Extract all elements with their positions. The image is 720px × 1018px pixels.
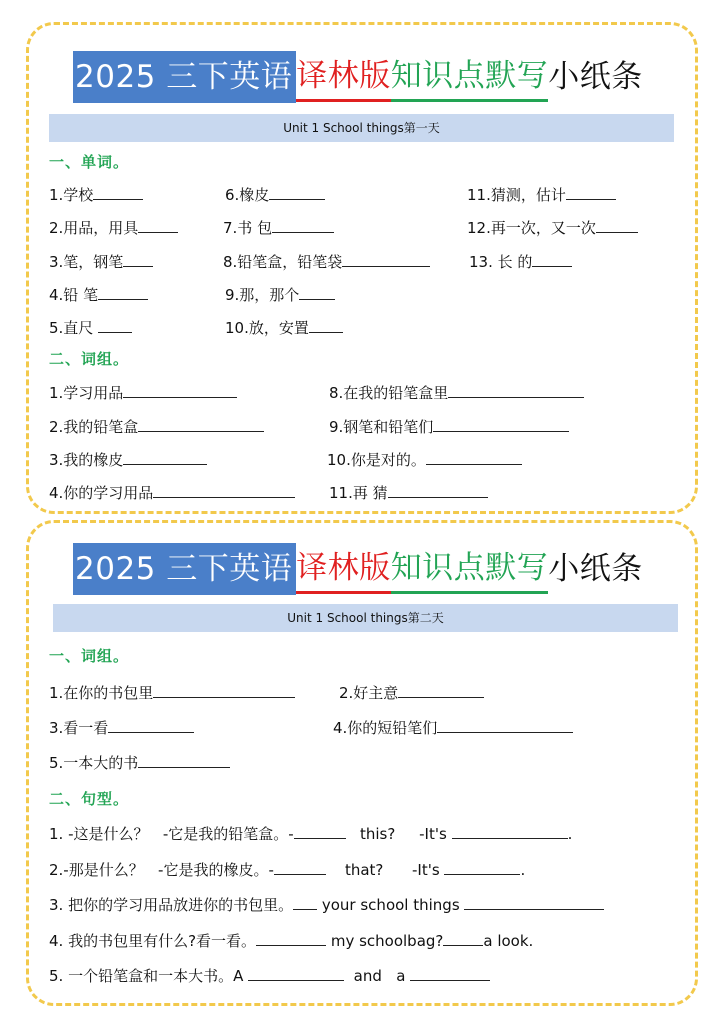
- word-item: 8.铅笔盒，铅笔袋: [223, 250, 430, 272]
- worksheet-card-day1: [26, 22, 698, 514]
- word-item: 5.直尺: [49, 316, 132, 338]
- answer-blank[interactable]: [388, 481, 488, 498]
- phrase-item: 11.再 猜: [329, 481, 488, 503]
- title-edition: 译林版: [296, 53, 391, 102]
- sentence-item: 1. -这是什么？ -它是我的铅笔盒。- this? -It's .: [49, 822, 572, 844]
- word-item: 3.笔，钢笔: [49, 250, 153, 272]
- word-item: 11.猜测，估计: [467, 183, 616, 205]
- phrase-item: 3.我的橡皮: [49, 448, 207, 470]
- unit-banner: Unit 1 School things第二天: [53, 604, 678, 632]
- word-item: 2.用品，用具: [49, 216, 178, 238]
- unit-banner: Unit 1 School things第一天: [49, 114, 674, 142]
- answer-blank[interactable]: [596, 216, 638, 233]
- section-heading-phrases: 一、词组。: [49, 647, 130, 665]
- word-item: 12.再一次，又一次: [467, 216, 638, 238]
- answer-blank[interactable]: [433, 415, 569, 432]
- answer-blank[interactable]: [248, 964, 344, 981]
- answer-blank[interactable]: [123, 381, 237, 398]
- worksheet-card-day2: [26, 520, 698, 1006]
- answer-blank[interactable]: [342, 250, 430, 267]
- phrase-item: 4.你的短铅笔们: [333, 716, 573, 738]
- answer-blank[interactable]: [272, 216, 334, 233]
- sentence-item: 4. 我的书包里有什么?看一看。 my schoolbag? a look.: [49, 929, 533, 951]
- answer-blank[interactable]: [293, 893, 317, 910]
- phrase-item: 8.在我的铅笔盒里: [329, 381, 584, 403]
- word-item: 9.那，那个: [225, 283, 335, 305]
- worksheet-title: [73, 543, 643, 595]
- title-edition: 译林版: [296, 545, 391, 594]
- phrase-item: 2.我的铅笔盒: [49, 415, 264, 437]
- answer-blank[interactable]: [398, 681, 484, 698]
- answer-blank[interactable]: [274, 858, 326, 875]
- answer-blank[interactable]: [153, 481, 295, 498]
- phrase-item: 1.学习用品: [49, 381, 237, 403]
- title-topic: 知识点默写: [391, 545, 549, 594]
- title-topic: 知识点默写: [391, 53, 549, 102]
- answer-blank[interactable]: [448, 381, 584, 398]
- answer-blank[interactable]: [309, 316, 343, 333]
- word-item: 6.橡皮: [225, 183, 325, 205]
- answer-blank[interactable]: [443, 929, 483, 946]
- word-item: 7.书 包: [223, 216, 334, 238]
- answer-blank[interactable]: [256, 929, 326, 946]
- answer-blank[interactable]: [437, 716, 573, 733]
- title-year-subject: 2025 三下英语: [73, 543, 296, 595]
- phrase-item: 10.你是对的。: [327, 448, 522, 470]
- worksheet-title: [73, 51, 643, 103]
- phrase-item: 2.好主意: [339, 681, 484, 703]
- section-heading-words: 一、单词。: [49, 153, 130, 171]
- answer-blank[interactable]: [452, 822, 568, 839]
- sentence-item: 2.-那是什么？ -它是我的橡皮。- that? -It's .: [49, 858, 525, 880]
- phrase-item: 4.你的学习用品: [49, 481, 295, 503]
- answer-blank[interactable]: [123, 448, 207, 465]
- sentence-item: 5. 一个铅笔盒和一本大书。A and a: [49, 964, 490, 986]
- sentence-item: 3. 把你的学习用品放进你的书包里。 your school things: [49, 893, 604, 915]
- answer-blank[interactable]: [123, 250, 153, 267]
- answer-blank[interactable]: [138, 216, 178, 233]
- word-item: 10.放，安置: [225, 316, 343, 338]
- answer-blank[interactable]: [269, 183, 325, 200]
- answer-blank[interactable]: [153, 681, 295, 698]
- answer-blank[interactable]: [410, 964, 490, 981]
- answer-blank[interactable]: [108, 716, 194, 733]
- word-item: 1.学校: [49, 183, 143, 205]
- answer-blank[interactable]: [532, 250, 572, 267]
- title-suffix: 小纸条: [548, 59, 643, 95]
- answer-blank[interactable]: [98, 283, 148, 300]
- section-heading-phrases: 二、词组。: [49, 350, 130, 368]
- answer-blank[interactable]: [93, 183, 143, 200]
- phrase-item: 1.在你的书包里: [49, 681, 295, 703]
- title-suffix: 小纸条: [548, 551, 643, 587]
- word-item: 13. 长 的: [469, 250, 572, 272]
- answer-blank[interactable]: [299, 283, 335, 300]
- answer-blank[interactable]: [138, 415, 264, 432]
- word-item: 4.铅 笔: [49, 283, 148, 305]
- answer-blank[interactable]: [566, 183, 616, 200]
- answer-blank[interactable]: [138, 751, 230, 768]
- phrase-item: 3.看一看: [49, 716, 194, 738]
- answer-blank[interactable]: [464, 893, 604, 910]
- phrase-item: 9.钢笔和铅笔们: [329, 415, 569, 437]
- title-year-subject: 2025 三下英语: [73, 51, 296, 103]
- answer-blank[interactable]: [426, 448, 522, 465]
- answer-blank[interactable]: [444, 858, 520, 875]
- phrase-item: 5.一本大的书: [49, 751, 230, 773]
- answer-blank[interactable]: [294, 822, 346, 839]
- section-heading-sentences: 二、句型。: [49, 790, 130, 808]
- answer-blank[interactable]: [98, 316, 132, 333]
